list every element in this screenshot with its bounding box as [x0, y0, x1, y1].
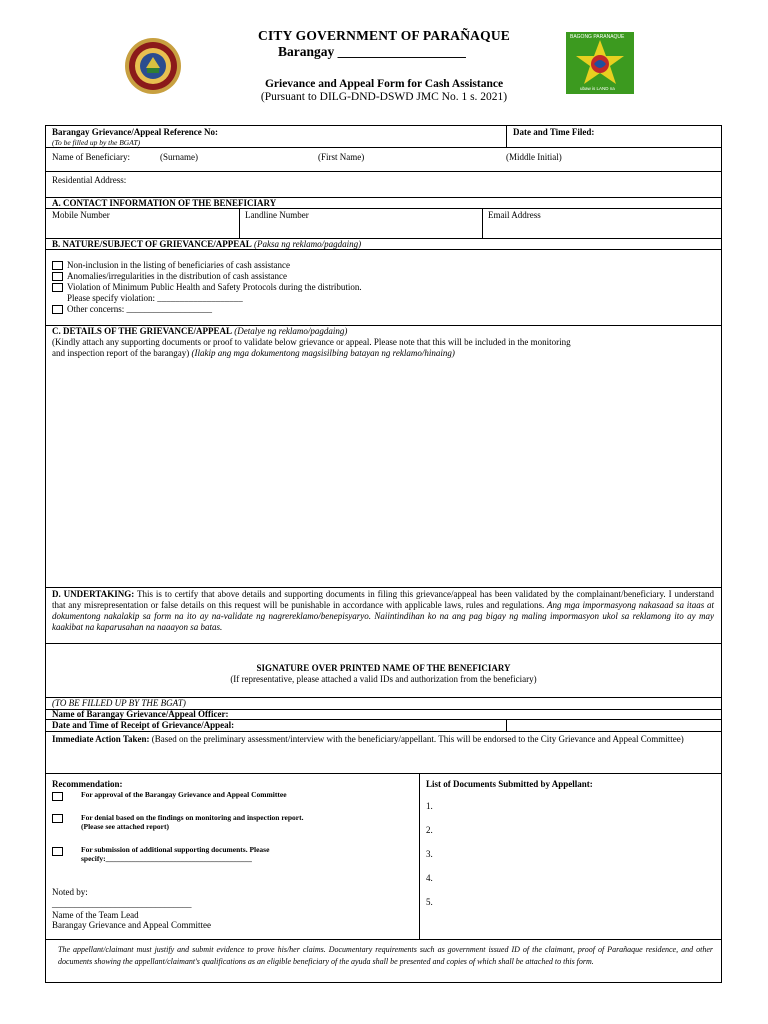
- option-label: Non-inclusion in the listing of beneficiaries of cash assistance: [67, 260, 290, 270]
- section-c-instruction-2: [52, 348, 455, 359]
- section-c-title: C. DETAILS OF THE GRIEVANCE/APPEAL: [52, 326, 232, 336]
- additional-docs-label: For submission of additional supporting documents. Please: [81, 845, 270, 854]
- section-c-heading: [52, 326, 347, 337]
- section-d: [46, 588, 721, 644]
- email-label[interactable]: Email Address: [488, 210, 541, 220]
- recommendation-row: [46, 774, 721, 940]
- grievance-form: [45, 125, 722, 983]
- option-label: Other concerns: ___________________: [67, 304, 212, 314]
- undertaking-body: This is to certify that above details and supporting documents in filing this grievance/appeal has been validated by the complainant/beneficiary. I understand that any misrepresentation or false details on this request will be punishable in accordance with applicable laws, rules and regulations.: [52, 589, 714, 610]
- form-header: [0, 0, 768, 120]
- noted-by-label: Noted by:: [52, 887, 88, 897]
- date-filed-label[interactable]: Date and Time Filed:: [513, 127, 595, 137]
- footer-note: The appellant/claimant must justify and submit evidence to prove his/her claims. Documentary requirements such as government issued ID of the claimant, proof of Parañaque residence, and other documents showing the appellant/claimant's qualifications as an eligible beneficiary of the ayuda shall be presented and copies of which shall be attached to this form.: [58, 945, 713, 966]
- checkbox[interactable]: [52, 261, 63, 270]
- team-lead-signature-line[interactable]: _______________________________: [52, 899, 192, 909]
- reference-label: Barangay Grievance/Appeal Reference No:: [52, 127, 219, 137]
- bagong-paranaque-logo-icon: [566, 32, 634, 94]
- action-text: [52, 734, 714, 745]
- logo-text: BAGONG PARANAQUE: [570, 34, 625, 40]
- additional-docs-checkbox[interactable]: [52, 847, 63, 856]
- option-other-concerns[interactable]: [52, 304, 212, 315]
- additional-docs-specify[interactable]: specify:_______________________________________: [81, 854, 252, 863]
- mobile-label[interactable]: Mobile Number: [52, 210, 110, 220]
- reference-row: [46, 126, 721, 148]
- logo-subtext: ubaw is LAND na: [580, 86, 615, 91]
- document-item-5[interactable]: 5.: [426, 897, 433, 907]
- officer-label: Name of Barangay Grievance/Appeal Officer:: [52, 709, 229, 719]
- section-a-header: [46, 198, 721, 209]
- form-title: Grievance and Appeal Form for Cash Assistance: [264, 78, 504, 90]
- approval-checkbox[interactable]: [52, 792, 63, 801]
- landline-label[interactable]: Landline Number: [245, 210, 309, 220]
- section-c-instruction-2-tl: (Ilakip ang mga dokumentong magsisilbing batayan ng reklamo/hinaing): [191, 348, 455, 358]
- team-lead-label: Name of the Team Lead: [52, 910, 139, 920]
- section-c-instruction-2-en: and inspection report of the barangay): [52, 348, 190, 358]
- document-item-4[interactable]: 4.: [426, 873, 433, 883]
- section-c-title-tl: (Detalye ng reklamo/pagdaing): [234, 326, 348, 336]
- address-row[interactable]: [46, 172, 721, 198]
- document-item-1[interactable]: 1.: [426, 801, 433, 811]
- approval-label: For approval of the Barangay Grievance and Appeal Committee: [81, 790, 287, 799]
- section-b-options: [46, 250, 721, 326]
- section-c[interactable]: [46, 326, 721, 588]
- option-protocol-violation[interactable]: [52, 282, 362, 293]
- city-title: CITY GOVERNMENT OF PARAÑAQUE: [258, 28, 510, 43]
- surname-label: (Surname): [160, 152, 198, 162]
- checkbox[interactable]: [52, 305, 63, 314]
- undertaking-body-tl: Ang mga impormasyong nakasaad sa itaas at dokumentong nakalakip sa form na ito ay na-validate ng nagrereklamo/benepisyaryo. Naiintindihan ko na ang pag bigay ng maling impormasyon ukol sa reklamong ito ay may kaakibat na kaparusahan na naaayon sa batas.: [52, 600, 715, 632]
- form-subtitle: (Pursuant to DILG-DND-DSWD JMC No. 1 s. 2021): [260, 91, 508, 103]
- section-b-title-tl: (Paksa ng reklamo/pagdaing): [253, 239, 362, 249]
- section-d-title: D. UNDERTAKING:: [52, 589, 135, 599]
- checkbox[interactable]: [52, 272, 63, 281]
- section-c-instruction-1: (Kindly attach any supporting documents or proof to validate below grievance or appeal. Please note that this will be included in the monitoring: [52, 337, 571, 347]
- action-label: Immediate Action Taken:: [52, 734, 150, 744]
- section-b-title: B. NATURE/SUBJECT OF GRIEVANCE/APPEAL: [52, 239, 252, 249]
- undertaking-text: [52, 589, 714, 633]
- receipt-row[interactable]: [46, 720, 721, 732]
- violation-specify[interactable]: Please specify violation: ___________________: [67, 293, 243, 303]
- section-b-heading: [52, 239, 361, 250]
- contact-row: [46, 209, 721, 239]
- bgat-header: (TO BE FILLED UP BY THE BGAT): [52, 698, 186, 708]
- denial-checkbox[interactable]: [52, 814, 63, 823]
- option-label: Violation of Minimum Public Health and Safety Protocols during the distribution.: [67, 282, 362, 292]
- denial-label: For denial based on the findings on monitoring and inspection report.: [81, 813, 304, 822]
- checkbox[interactable]: [52, 283, 63, 292]
- document-item-3[interactable]: 3.: [426, 849, 433, 859]
- committee-label: Barangay Grievance and Appeal Committee: [52, 920, 211, 930]
- barangay-line: Barangay ___________________: [278, 44, 466, 59]
- officer-row[interactable]: [46, 710, 721, 720]
- action-row[interactable]: [46, 732, 721, 774]
- documents-title: List of Documents Submitted by Appellant:: [426, 779, 593, 789]
- address-label: Residential Address:: [52, 175, 127, 185]
- action-body: (Based on the preliminary assessment/interview with the beneficiary/appellant. This will be endorsed to the City Grievance and Appeal Committee): [151, 734, 684, 744]
- recommendation-title: Recommendation:: [52, 779, 123, 789]
- section-a-title: A. CONTACT INFORMATION OF THE BENEFICIARY: [52, 198, 277, 208]
- document-item-2[interactable]: 2.: [426, 825, 433, 835]
- option-non-inclusion[interactable]: [52, 260, 290, 271]
- section-b-header: [46, 239, 721, 250]
- signature-row[interactable]: [46, 644, 721, 698]
- reference-note[interactable]: (To be filled up by the BGAT): [52, 138, 141, 147]
- signature-title: SIGNATURE OVER PRINTED NAME OF THE BENEFICIARY: [256, 663, 511, 673]
- middle-initial-label: (Middle Initial): [506, 152, 562, 162]
- option-label: Anomalies/irregularities in the distribution of cash assistance: [67, 271, 287, 281]
- name-row[interactable]: [46, 148, 721, 172]
- name-label: Name of Beneficiary:: [52, 152, 130, 162]
- denial-note: (Please see attached report): [81, 822, 169, 831]
- first-name-label: (First Name): [318, 152, 365, 162]
- receipt-label: Date and Time of Receipt of Grievance/Appeal:: [52, 720, 235, 730]
- option-anomalies[interactable]: [52, 271, 287, 282]
- signature-note: (If representative, please attached a valid IDs and authorization from the beneficiary): [230, 674, 537, 684]
